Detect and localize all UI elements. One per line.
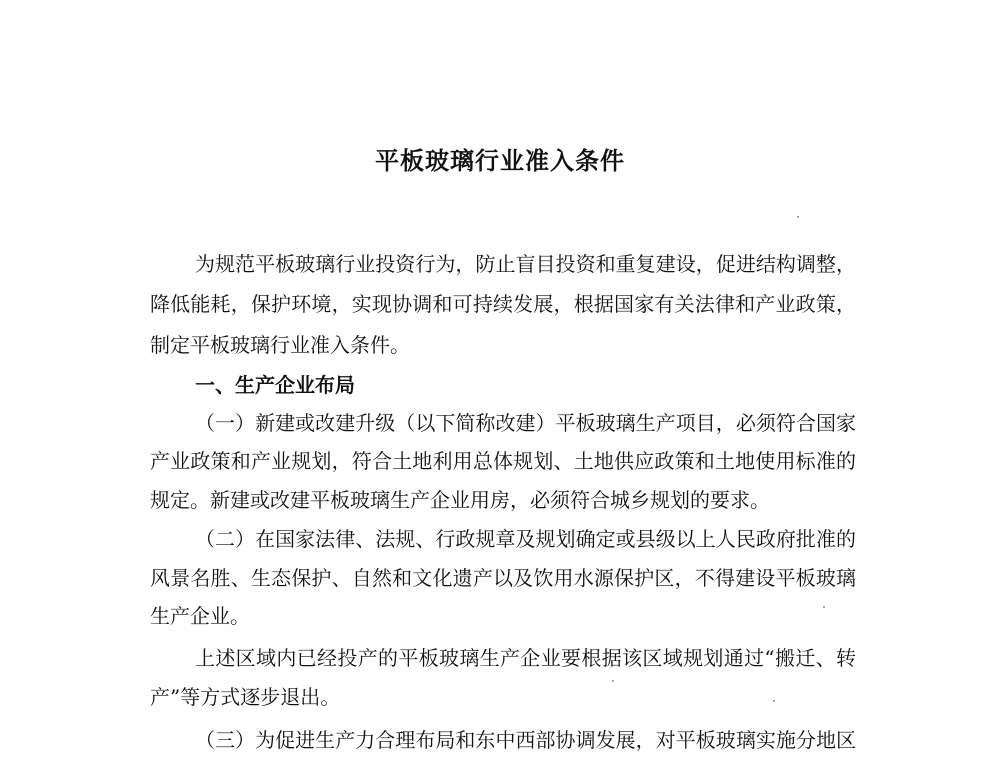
paragraph-line: 规定。新建或改建平板玻璃生产企业用房，必须符合城乡规划的要求。 — [150, 488, 770, 512]
paragraph-line: （二）在国家法律、法规、行政规章及规划确定或县级以上人民政府批准的 — [195, 527, 856, 551]
scan-speck — [773, 700, 775, 702]
paragraph-line: 生产企业。 — [150, 604, 250, 628]
paragraph-line: 产”等方式逐步退出。 — [150, 685, 341, 709]
paragraph-line: 为规范平板玻璃行业投资行为，防止盲目投资和重复建设，促进结构调整， — [195, 252, 856, 276]
paragraph-line: 风景名胜、生态保护、自然和文化遗产以及饮用水源保护区，不得建设平板玻璃 — [150, 566, 856, 590]
document-title: 平板玻璃行业准入条件 — [375, 147, 625, 175]
paragraph-line: 产业政策和产业规划，符合土地利用总体规划、土地供应政策和土地使用标准的 — [150, 449, 856, 473]
paragraph-line: 制定平板玻璃行业准入条件。 — [150, 333, 410, 357]
paragraph-line: 上述区域内已经投产的平板玻璃生产企业要根据该区域规划通过“搬迁、转 — [195, 646, 856, 670]
scan-speck — [823, 606, 825, 608]
scan-speck — [797, 216, 799, 218]
section-heading: 一、生产企业布局 — [195, 373, 355, 397]
paragraph-line: （一）新建或改建升级（以下简称改建）平板玻璃生产项目，必须符合国家 — [195, 411, 856, 435]
paragraph-line: 降低能耗，保护环境，实现协调和可持续发展，根据国家有关法律和产业政策， — [150, 292, 856, 316]
paragraph-line: （三）为促进生产力合理布局和东中西部协调发展，对平板玻璃实施分地区 — [195, 728, 856, 752]
scan-speck — [612, 680, 614, 682]
